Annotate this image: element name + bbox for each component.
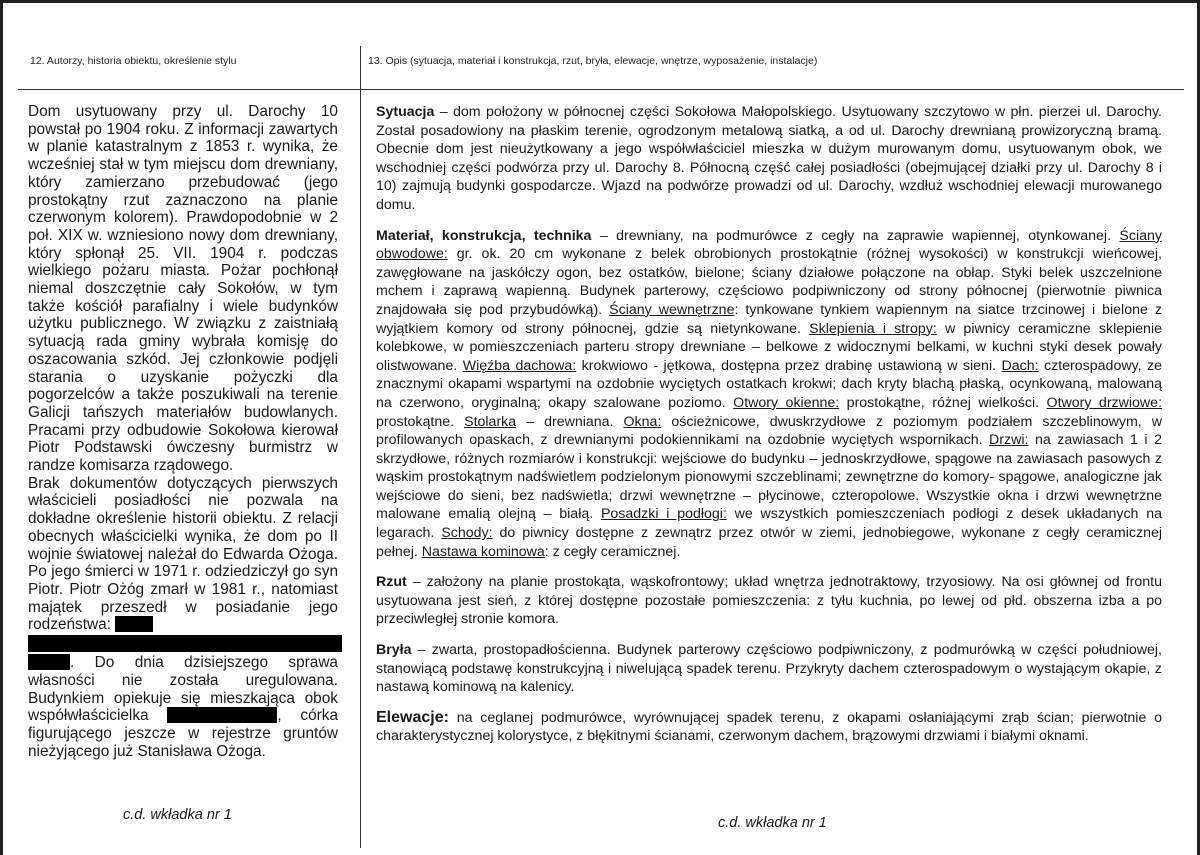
- material-text: – drewniany, na podmurówce z cegły na zaprawie wapiennej, otynkowanej.: [591, 227, 1112, 244]
- page-border-left: [0, 0, 3, 855]
- sciany-wewnetrzne-label: Ściany wewnętrzne: [609, 301, 735, 318]
- sytuacja-heading: Sytuacja: [376, 104, 435, 120]
- rzut-text: – założony na planie prostokąta, wąskofrontowy; układ wnętrza jednotraktowy, trzyosiowy. Na osi głównej od frontu usytuowana jest sień, z której dostępne pozostałe pomieszczenia: z tyłu kuchnia, po lewej od płd. obszerna izba a po przeciwległej stronie komora.: [376, 574, 1162, 628]
- column-divider: [360, 46, 361, 848]
- history-paragraph-2: [28, 475, 338, 634]
- sklepienia-label: Sklepienia i stropy:: [809, 320, 937, 337]
- drzwi-label: Drzwi:: [989, 432, 1029, 449]
- bryla-text: – zwarta, prostopadłościenna. Budynek parterowy częściowo podpiwniczony, z podmurówką w części południowej, stanowiącą podstawę konstrukcyjną i niwelującą spadek terenu. Przykryty dachem czterospadowym o wystającym okapie, z nastawą kominową na kalenicy.: [376, 642, 1162, 696]
- redaction-box: [115, 616, 153, 632]
- description-column: [376, 103, 1162, 758]
- okna-label: Okna:: [623, 413, 662, 430]
- page-border-top: [0, 0, 1200, 3]
- material-text: do piwnicy dostępne z zewnątrz przez otwór w ziemi, jednobiegowe, wykonane z cegły ceramicznej pełnej.: [376, 525, 1163, 560]
- sytuacja-text: – dom położony w północnej części Sokołowa Małopolskiego. Usytuowany szczytowo w płn. pierzei ul. Darochy. Został posadowiony na płaskim terenie, ogrodzonym metalową siatką, a od ul. Darochy drewnianą prowizoryczną bramą. Obecnie dom jest nieużytkowany a jego współwłaściciel mieszka w dużym murowanym domu, usytuowanym obok, we wschodniej części podwórza przy ul. Darochy 8. Północną część całej posiadłości (obejmującej działki przy ul. Darochy 8 i 10) zajmują budynki gospodarcze. Wjazd na podwórze prowadzi od ul. Darochy, wzdłuż wschodniej elewacji murowanego domu.: [376, 104, 1162, 213]
- history-paragraph-3: [28, 654, 338, 760]
- material-text: krokwiowo - jętkowa, dostępna przez drabinę ustawioną w sieni.: [576, 357, 997, 374]
- elewacje-heading: Elewacje:: [376, 708, 449, 726]
- section-elewacje: [376, 709, 1162, 746]
- dach-label: Dach:: [1001, 357, 1039, 374]
- continued-note-left: c.d. wkładka nr 1: [123, 807, 232, 823]
- otwory-drzwiowe-label: Otwory drzwiowe:: [1046, 394, 1163, 411]
- posadzki-label: Posadzki i podłogi:: [600, 506, 727, 523]
- stolarka-label: Stolarka: [464, 413, 517, 430]
- section-bryla: [376, 641, 1162, 697]
- material-text: we wszystkich pomieszczeniach podłogi z desek układanych na legarach.: [376, 506, 1162, 542]
- material-text: : tynkowane tynkiem wapiennym na siatce trzcinowej i bielone z wyjątkiem komory od strony północnej, gdzie są nietynkowane.: [376, 301, 1162, 337]
- material-text: ościeżnicowe, dwuskrzydłowe z poziomym podziałem szczeblinowym, w profilowanych opaskach, z drewnianymi podokiennikami na ozdobnie wyciętych wspornikach.: [376, 413, 1162, 449]
- history-column: [28, 103, 338, 760]
- nastawa-kominowa-label: Nastawa kominowa: [421, 543, 545, 560]
- schody-label: Schody:: [441, 525, 493, 542]
- material-text: prostokątne, różnej wielkości.: [839, 394, 1040, 411]
- material-heading: Materiał, konstrukcja, technika: [376, 227, 592, 244]
- material-text: w piwnicy ceramiczne sklepienie kolebkowe, w pomieszczeniach parteru stropy drewniane – belkowe z widocznymi belkami, w kuchni styki desek powały olistwowane.: [376, 320, 1162, 374]
- redaction-box: [167, 707, 277, 723]
- section-rzut: [376, 573, 1162, 629]
- material-text: – drewniana.: [516, 413, 614, 430]
- section-12-header: 12. Autorzy, historia obiektu, określenie stylu: [30, 55, 237, 67]
- material-text: : z cegły ceramicznej.: [544, 543, 681, 560]
- history-paragraph-1: Dom usytuowany przy ul. Darochy 10 powstał po 1904 roku. Z informacji zawartych w planie katastralnym z 1853 r. wynika, że wcześniej stał w tym miejscu dom drewniany, który zamierzano przebudować (jego prostokątny rzut zaznaczono na planie czerwonym kolorem). Prawdopodobnie w 2 poł. XIX w. wzniesiono nowy dom drewniany, który spłonął 25. VII. 1904 r. podczas wielkiego pożaru miasta. Pożar pochłonął niemal doszczętnie cały Sokołów, w tym także kościół parafialny i wiele budynków użytku publicznego. W związku z zaistniałą sytuacją rada gminy wybrała komisję do oszacowania szkód. Jej członkowie podjęli starania o uzyskanie pożyczki dla pogorzelców a także poszukiwali na terenie Galicji tańszych materiałów budowlanych. Pracami przy odbudowie Sokołowa kierował Piotr Podstawski ówczesny burmistrz w randze komisarza rządowego.: [28, 103, 338, 475]
- elewacje-text: na ceglanej podmurówce, wyrównującej spadek terenu, z okapami osłaniającymi zrąb ścian; pierwotnie o charakterystycznej kolorystyce, z błękitnymi ścianami, czerwonym dachem, brązowymi drzwiami i białymi oknami.: [376, 709, 1162, 745]
- bryla-heading: Bryła: [376, 642, 412, 659]
- header-divider: [18, 89, 1184, 90]
- material-text: na zawiasach 1 i 2 skrzydłowe, różnych rozmiarów i konstrukcji: wejściowe do budynku – jednoskrzydłowe, spągowe na zawiasach pasowych z wąskim prostokątnym nadświetlem podzielonym pionowymi szczeblinami; zewnętrzne do komory- spągowe, analogiczne jak wejściowe do sieni, bez nadświetla; drzwi wewnętrzne – płycinowe, czteropolowe. Wszystkie okna i drzwi wewnętrzne malowane emalią olejną – białą.: [376, 432, 1162, 523]
- continued-note-right: c.d. wkładka nr 1: [718, 815, 827, 831]
- material-text: prostokątne.: [376, 413, 455, 430]
- history-paragraph-3-text: . Do dnia dzisiejszego sprawa własności nie została uregulowana. Budynkiem opiekuje się mieszkająca obok współwłaścicielka: [28, 654, 338, 725]
- sciany-obwodowe-label: Ściany obwodowe:: [376, 227, 1162, 263]
- otwory-okienne-label: Otwory okienne:: [733, 394, 840, 411]
- rzut-heading: Rzut: [376, 574, 407, 591]
- wiezba-label: Więźba dachowa:: [462, 357, 577, 374]
- section-13-header: 13. Opis (sytuacja, materiał i konstrukcja, rzut, bryła, elewacje, wnętrze, wyposażenie, instalacje): [368, 55, 818, 67]
- material-text: gr. ok. 20 cm wykonane z belek obrobionych prostokątnie (różnej wysokości) w konstrukcji wieńcowej, zawęgłowane na jaskółczy ogon, bez ostatków, bielone; ściany działowe połączone na obłap. Styki belek uszczelnione mchem i zaprawą wapienną. Budynek parterowy, częściowo podpiwniczony od strony północnej (pierwotnie piwnica znajdowała się pod przybudówką).: [376, 246, 1162, 318]
- material-text: czterospadowy, ze znacznymi okapami wspartymi na ozdobnie wyciętych ostatkach krokwi; dach kryty blachą płaską, ocynkowaną, malowaną na czerwono, oryginalną; okapy szalowane poziomo.: [376, 357, 1163, 411]
- section-material: [376, 227, 1162, 562]
- section-sytuacja: [376, 103, 1162, 215]
- history-paragraph-2-text: Brak dokumentów dotyczących pierwszych właścicieli posiadłości nie pozwala na dokładne określenie historii obiektu. Z relacji obecnych właścicielki wynika, że dom po II wojnie światowej należał do Edwarda Ożoga. Po jego śmierci w 1971 r. odziedziczył go syn Piotr. Piotr Ożóg zmarł w 1981 r., natomiast majątek przeszedł w posiadanie jego rodzeństwa:: [28, 474, 338, 634]
- redaction-box: [28, 654, 70, 670]
- history-paragraph-4-text: , córka figurującego jeszcze w rejestrze gruntów nieżyjącego już Stanisława Ożoga.: [28, 707, 339, 760]
- redaction-bar: [28, 635, 342, 652]
